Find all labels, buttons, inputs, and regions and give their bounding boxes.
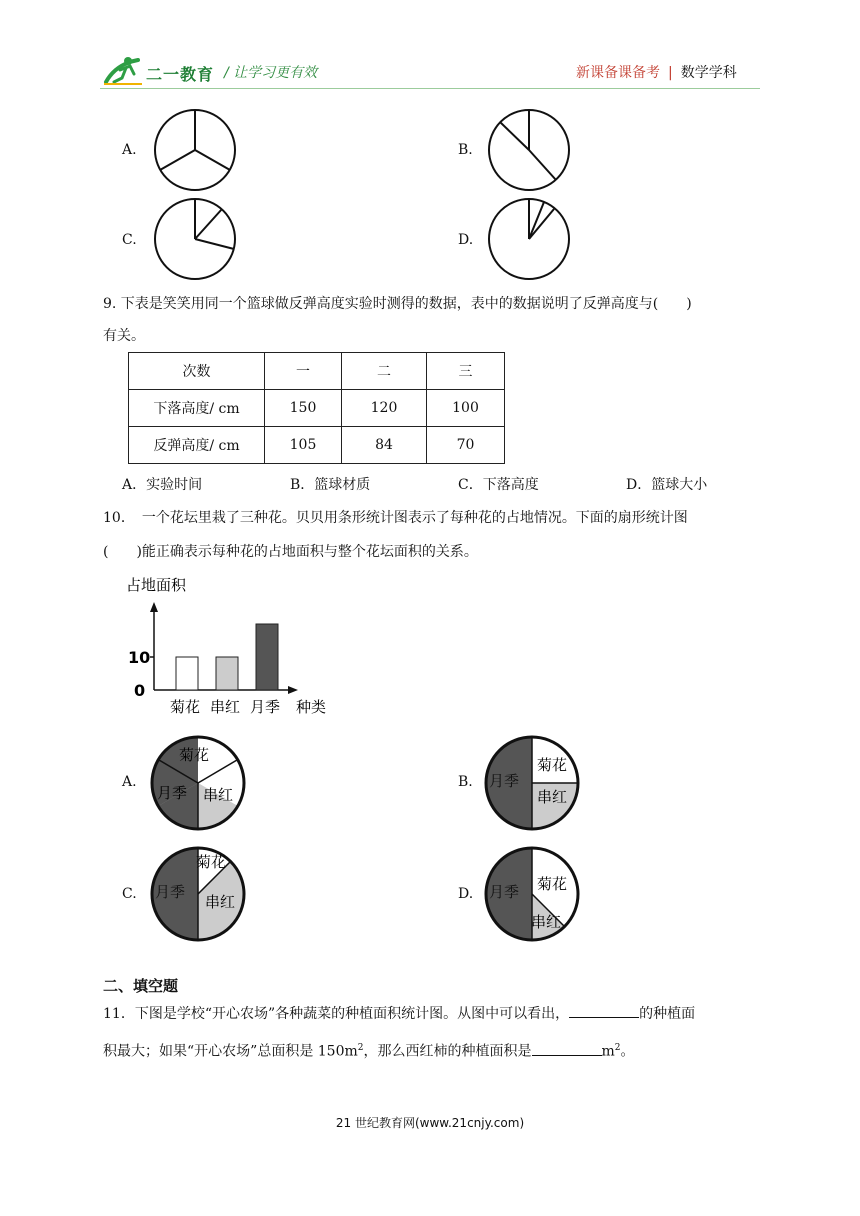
table-cell: 二 [342,353,427,390]
q10-option-a-pie[interactable] [149,734,247,832]
q11-line2-a: 积最大；如果“开心农场”总面积是 150m [103,1043,358,1060]
q11-line2-b: ，那么西红柿的种植面积是 [363,1043,532,1060]
header-course-text: 新课备课备考 [576,65,660,81]
q9-data-table [128,352,505,464]
q8-option-a-pie[interactable] [150,108,240,192]
q10-option-c-label: C. [122,886,137,902]
table-cell: 150 [265,390,342,427]
pie-label-chuanhong: 串红 [537,788,568,806]
y-tick-label: 0 [134,681,146,700]
logo-icon [102,54,146,88]
q11-blank-1[interactable] [569,1003,639,1018]
header-divider [100,88,760,89]
q9-text-cont: 有关。 [103,328,145,344]
slogan: / 让学习更有效 [224,65,318,81]
pie-label-juhua: 菊花 [179,746,210,764]
pie-label-chuanhong: 串红 [203,786,234,804]
q8-option-c-pie[interactable] [150,197,240,281]
q9-option-c[interactable]: C．下落高度 [458,477,539,493]
table-cell: 反弹高度/ cm [129,427,265,464]
x-tick-label: 菊花 [170,698,201,716]
pie-label-yueji: 月季 [489,772,520,790]
q11-line2-c: m [601,1043,615,1060]
pie-label-juhua: 菊花 [537,875,568,893]
q11-line2-d: 。 [620,1043,635,1060]
q9-text: 9. 下表是笑笑用同一个篮球做反弹高度实验时测得的数据，表中的数据说明了反弹高度与( ) [103,296,692,312]
table-cell: 一 [265,353,342,390]
pie-label-yueji: 月季 [155,883,186,901]
table-cell: 100 [427,390,505,427]
q10-option-b-label: B. [458,774,473,790]
q10-option-c-pie[interactable] [149,845,247,943]
x-axis-arrow [288,686,298,694]
q9-option-a[interactable]: A．实验时间 [122,477,203,493]
bar [176,657,198,690]
bar [216,657,238,690]
q9-option-d[interactable]: D．篮球大小 [626,477,708,493]
q11-line1 [103,1003,763,1024]
pie-label-chuanhong: 串红 [531,913,562,931]
q10-text: 10． 一个花坛里栽了三种花。贝贝用条形统计图表示了每种花的占地情况。下面的扇形统计图 [103,510,688,526]
table-cell: 105 [265,427,342,464]
table-cell: 120 [342,390,427,427]
q8-option-b-label: B. [458,142,473,158]
q11-blank-2[interactable] [532,1041,602,1056]
q8-option-d-label: D. [458,232,474,248]
q9-option-b[interactable]: B．篮球材质 [290,477,371,493]
q11-line1-a: 11．下图是学校“开心农场”各种蔬菜的种植面积统计图。从图中可以看出， [103,1006,570,1022]
q11-line1-b: 的种植面 [639,1006,696,1022]
table-cell: 70 [427,427,505,464]
bar [256,624,278,690]
q8-option-a-label: A. [122,142,137,158]
y-axis-arrow [150,602,158,612]
header-subject: 数学学科 [680,65,737,81]
y-tick-label: 10 [128,648,151,667]
header-separator: | [668,65,673,81]
q10-option-d-label: D. [458,886,474,902]
q8-option-b-pie[interactable] [484,108,574,192]
table-row [129,390,505,427]
q10-bar-chart [118,572,338,720]
pie-label-juhua: 菊花 [537,756,568,774]
chart-ylabel: 占地面积 [126,576,187,594]
table-header-row [129,353,505,390]
q8-option-d-pie[interactable] [484,197,574,281]
pie-label-yueji: 月季 [489,883,520,901]
table-cell: 84 [342,427,427,464]
q11-line2 [103,1038,763,1062]
chart-xlabel: 种类 [296,698,327,716]
pie-label-chuanhong: 串红 [205,893,236,911]
q10-text-cont: ( )能正确表示每种花的占地面积与整个花坛面积的关系。 [103,544,478,560]
q8-option-c-label: C. [122,232,137,248]
section-title: 二、填空题 [103,977,179,995]
table-cell: 三 [427,353,505,390]
x-tick-label: 月季 [250,698,281,716]
x-tick-label: 串红 [210,698,241,716]
logo-text: 二一教育 [146,65,215,84]
q10-option-d-pie[interactable] [483,845,581,943]
table-cell: 次数 [129,353,265,390]
q10-option-a-label: A. [122,774,137,790]
q11-sup2: 2 [614,1043,621,1053]
table-row [129,427,505,464]
header-right [576,62,737,82]
q10-option-b-pie[interactable] [483,734,581,832]
footer: 21 世纪教育网(www.21cnjy.com) [335,1116,525,1130]
pie-label-juhua: 菊花 [196,853,227,871]
q11-sup: 2 [357,1043,364,1053]
pie-label-yueji: 月季 [157,784,188,802]
table-cell: 下落高度/ cm [129,390,265,427]
